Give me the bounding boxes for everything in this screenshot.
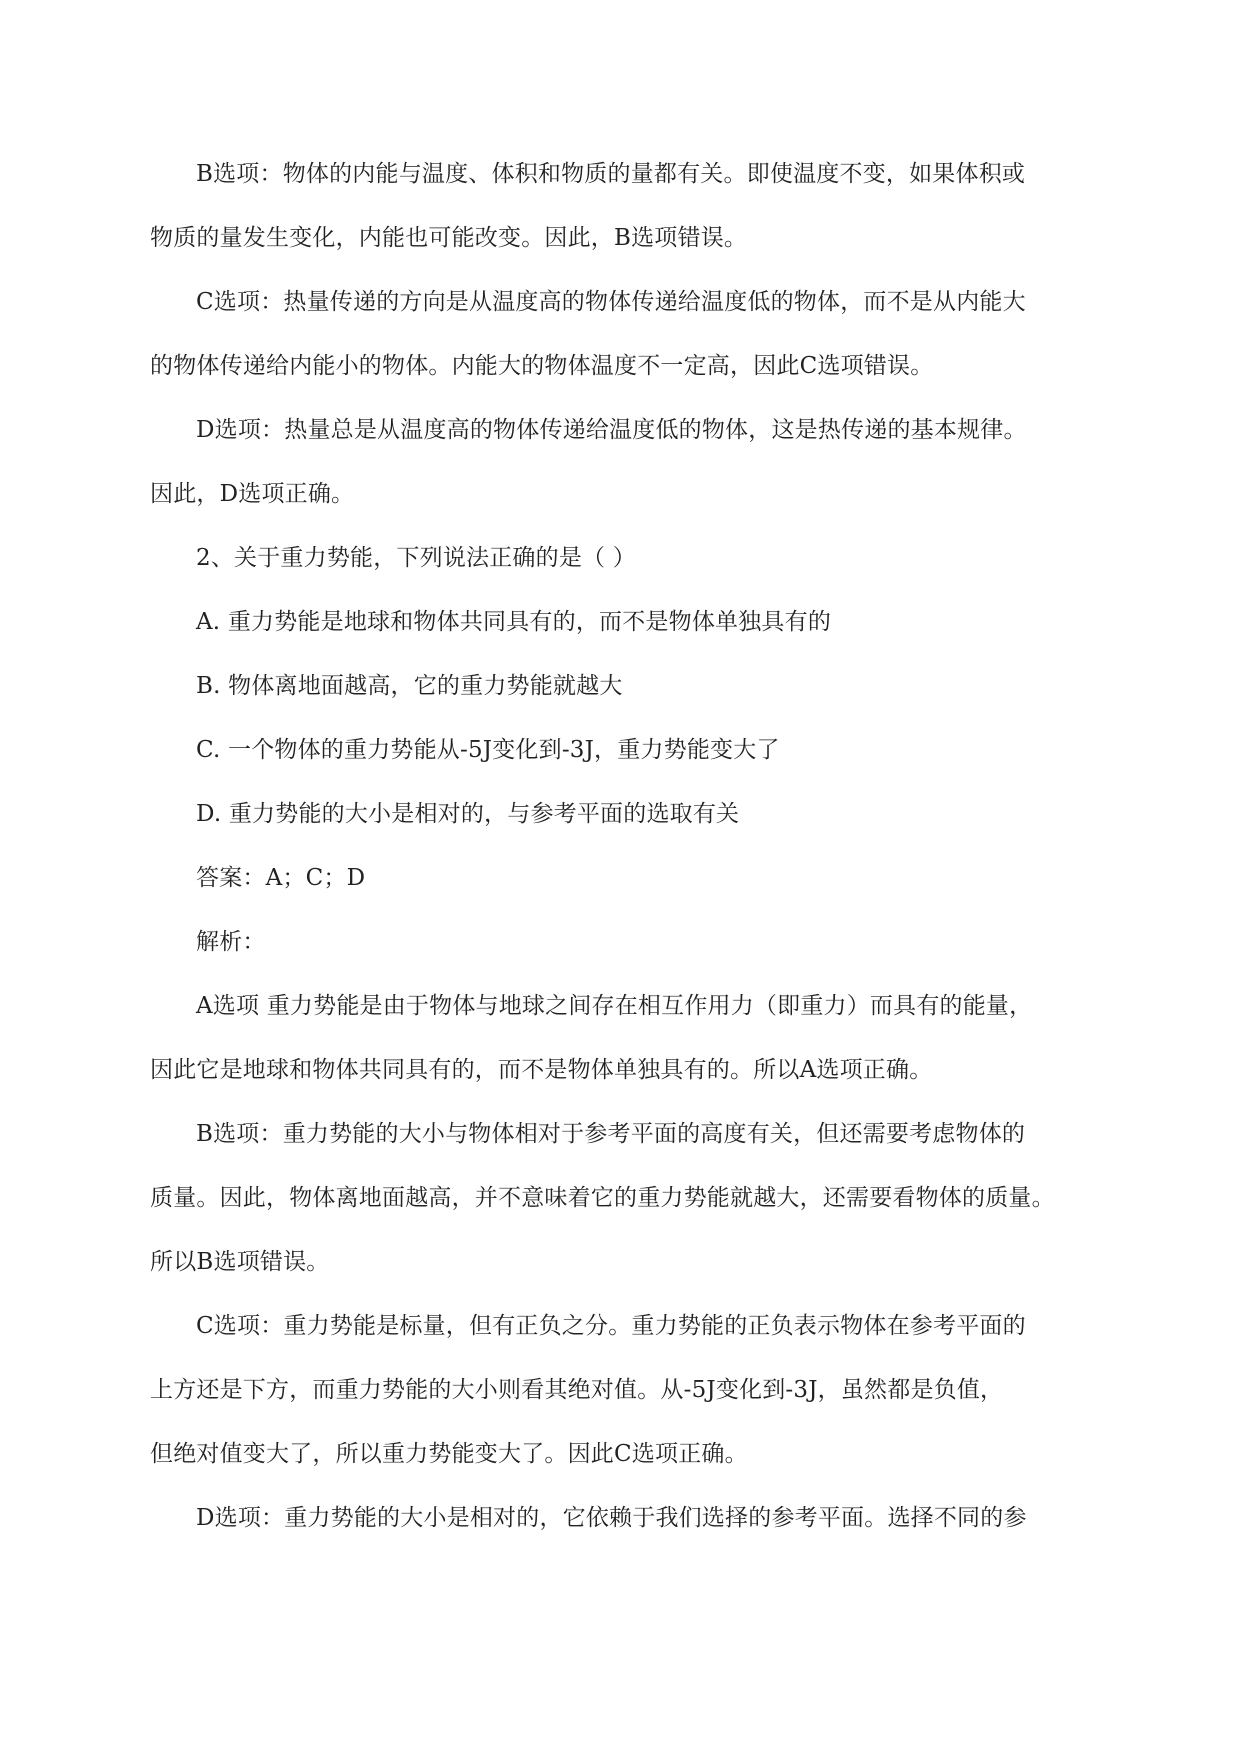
paragraph-line: 因此它是地球和物体共同具有的，而不是物体单独具有的。所以A选项正确。: [150, 1057, 933, 1083]
paragraph-line: A选项 重力势能是由于物体与地球之间存在相互作用力（即重力）而具有的能量，: [196, 993, 1033, 1019]
paragraph-line: 上方还是下方，而重力势能的大小则看其绝对值。从-5J变化到-3J，虽然都是负值，: [150, 1377, 1004, 1403]
paragraph-line: 但绝对值变大了，所以重力势能变大了。因此C选项正确。: [150, 1441, 748, 1467]
paragraph-line: 质量。因此，物体离地面越高，并不意味着它的重力势能就越大，还需要看物体的质量。: [150, 1185, 1055, 1211]
option-a: A. 重力势能是地球和物体共同具有的，而不是物体单独具有的: [196, 609, 832, 635]
paragraph-line: D选项：重力势能的大小是相对的，它依赖于我们选择的参考平面。选择不同的参: [196, 1505, 1027, 1531]
paragraph-line: B选项：物体的内能与温度、体积和物质的量都有关。即使温度不变，如果体积或: [196, 161, 1026, 187]
option-c: C. 一个物体的重力势能从-5J变化到-3J，重力势能变大了: [196, 737, 780, 763]
question-stem: 2、关于重力势能，下列说法正确的是（ ）: [196, 545, 636, 571]
answer-line: 答案：A；C；D: [196, 865, 366, 891]
analysis-heading: 解析：: [196, 929, 266, 955]
option-b: B. 物体离地面越高，它的重力势能就越大: [196, 673, 623, 699]
paragraph-line: 物质的量发生变化，内能也可能改变。因此，B选项错误。: [150, 225, 748, 251]
option-d: D. 重力势能的大小是相对的，与参考平面的选取有关: [196, 801, 740, 827]
document-body: [150, 142, 1090, 1550]
paragraph-line: 所以B选项错误。: [150, 1249, 330, 1275]
paragraph-line: D选项：热量总是从温度高的物体传递给温度低的物体，这是热传递的基本规律。: [196, 417, 1027, 443]
paragraph-line: C选项：热量传递的方向是从温度高的物体传递给温度低的物体，而不是从内能大: [196, 289, 1026, 315]
paragraph-line: C选项：重力势能是标量，但有正负之分。重力势能的正负表示物体在参考平面的: [196, 1313, 1026, 1339]
paragraph-line: 的物体传递给内能小的物体。内能大的物体温度不一定高，因此C选项错误。: [150, 353, 934, 379]
paragraph-line: 因此，D选项正确。: [150, 481, 355, 507]
paragraph-line: B选项：重力势能的大小与物体相对于参考平面的高度有关，但还需要考虑物体的: [196, 1121, 1026, 1147]
